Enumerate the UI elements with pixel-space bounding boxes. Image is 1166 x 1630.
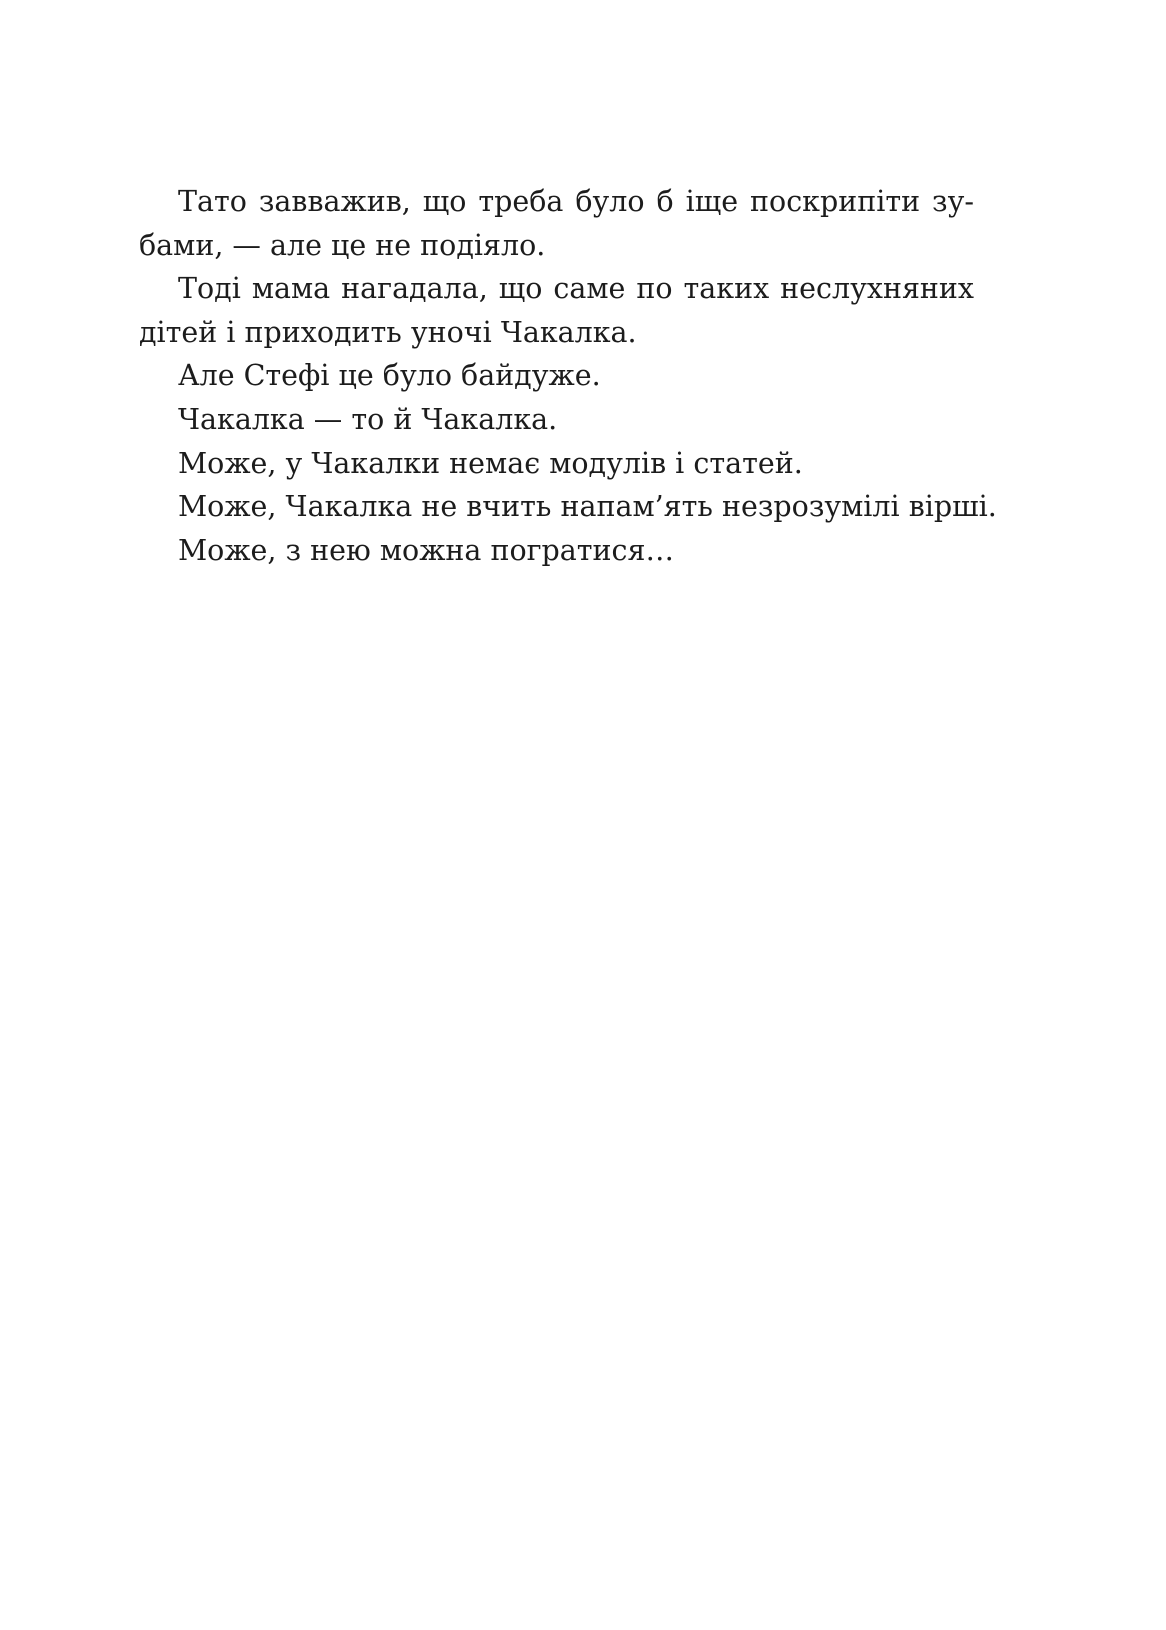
paragraph-2-line-2: дітей і приходить уночі Чакалка.: [139, 315, 637, 349]
paragraph-5: Може, у Чакалки немає модулів і статей.: [178, 446, 803, 480]
paragraph-2-line-1: Тоді мама нагадала, що саме по таких неслухняних: [178, 272, 974, 306]
paragraph-7: Може, з нею можна погратися…: [178, 533, 674, 567]
paragraph-1-line-2: бами, — але це не подіяло.: [139, 228, 546, 262]
paragraph-1-line-1: Тато завважив, що треба було б іще поскрипіти зу-: [178, 185, 974, 218]
paragraph-3: Але Стефі це було байдуже.: [178, 359, 601, 393]
paragraph-6: Може, Чакалка не вчить напам’ять незрозумілі вірші.: [178, 490, 997, 524]
paragraph-4: Чакалка — то й Чакалка.: [178, 402, 558, 436]
body-text: [139, 180, 997, 572]
